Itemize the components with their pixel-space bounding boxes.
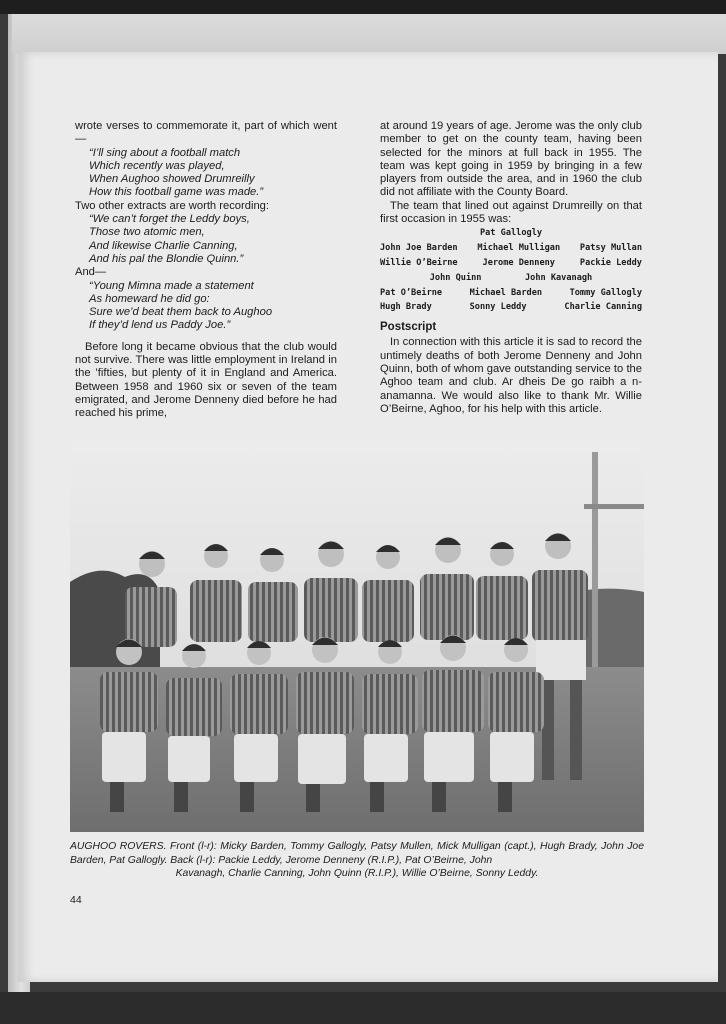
body-paragraph: Before long it became obvious that the club would not survive. There was little employment in Ireland in the ’fifties, but plenty of it in England and America. Between 1958 and 1960 six or seven of the team emigrated, and Jerome Denneny died before he had reached his prime, [75, 340, 337, 420]
player-name: Charlie Canning [564, 302, 642, 313]
player-name: Jerome Denneny [482, 257, 555, 268]
photo-caption [70, 840, 644, 881]
player-name: Pat Gallogly [479, 228, 543, 239]
verse-line: Which recently was played, [89, 159, 225, 172]
player-name: Hugh Brady [380, 302, 432, 313]
lineup-row [380, 256, 642, 271]
body-paragraph: The team that lined out against Drumreilly on that first occasion in 1955 was: [380, 199, 642, 226]
verse-line: And likewise Charlie Canning, [89, 239, 238, 252]
verse-line: “I’ll sing about a football match [89, 146, 241, 159]
verse-line: If they’d lend us Paddy Joe.” [89, 319, 231, 332]
lineup-row [380, 226, 642, 241]
verse-1 [75, 147, 337, 200]
player-name: Packie Leddy [579, 257, 642, 268]
verse-2 [75, 213, 337, 266]
page-number: 44 [70, 894, 82, 906]
player-name: Michael Barden [469, 287, 543, 298]
team-lineup [380, 226, 642, 315]
lineup-row [380, 271, 642, 286]
postscript-text: In connection with this article it is sad to record the untimely deaths of both Jerome Denneny and John Quinn, both of whom gave outstanding service to the Aghoo team and club. Ar dheis De go raibh a n-anamanna. We would also like to thank Mr. Willie O’Beirne, Aghoo, for his help with this article. [380, 336, 642, 415]
player-name: John Joe Barden [380, 243, 458, 254]
body-paragraph: at around 19 years of age. Jerome was the only club member to get on the county team, having been selected for the minors at full back in 1955. The team was kept going in 1959 by bringing in a few players from outside the area, and in 1960 the club did not affiliate with the County Board. [380, 120, 642, 199]
player-name: John Quinn [429, 272, 482, 283]
page-stack-edge [12, 14, 726, 54]
verse-3 [75, 280, 337, 333]
verse-line: Sure we’d beat them back to Aughoo [89, 306, 273, 319]
verse-line: Those two atomic men, [89, 226, 205, 239]
right-column [380, 120, 642, 416]
verse-line: As homeward he did go: [89, 292, 210, 305]
player-name: Willie O’Beirne [380, 257, 458, 268]
left-column [75, 120, 337, 421]
player-name: Pat O’Beirne [380, 287, 443, 298]
lineup-row [380, 286, 642, 301]
team-photo [70, 442, 644, 832]
verse-line: “We can’t forget the Leddy boys, [89, 213, 250, 226]
and-line: And— [75, 266, 107, 279]
caption-text: AUGHOO ROVERS. Front (l-r): Micky Barden, Tommy Gallogly, Patsy Mullen, Mick Mulligan (capt.), Hugh Brady, John Joe Barden, Pat Gallogly. Back (l-r): Packie Leddy, Jerome Denneny (R.I.P.), Pat O’Beirne, John [70, 841, 644, 866]
verse-line: When Aughoo showed Drumreilly [89, 173, 255, 186]
verse-line: How this football game was made.” [89, 186, 264, 199]
player-name: Patsy Mullan [579, 243, 642, 254]
player-name: Sonny Leddy [469, 302, 527, 313]
lineup-row [380, 241, 642, 256]
book-page [18, 52, 718, 982]
scan-bottom-border [0, 992, 726, 1024]
verse-line: “Young Mimna made a statement [89, 279, 254, 292]
extracts-line: Two other extracts are worth recording: [75, 199, 269, 212]
postscript-heading: Postscript [380, 321, 437, 334]
caption-text-last-line: Kavanagh, Charlie Canning, John Quinn (R.I.P.), Willie O’Beirne, Sonny Leddy. [175, 868, 539, 879]
player-name: John Kavanagh [524, 272, 593, 283]
intro-text: wrote verses to commemorate it, part of which went— [75, 120, 337, 146]
player-name: Tommy Gallogly [569, 287, 642, 298]
verse-line: And his pal the Blondie Quinn.” [89, 252, 244, 265]
lineup-row [380, 300, 642, 315]
team-photo-illustration [70, 442, 644, 832]
player-name: Michael Mulligan [477, 243, 561, 254]
scan-top-border [0, 0, 726, 14]
